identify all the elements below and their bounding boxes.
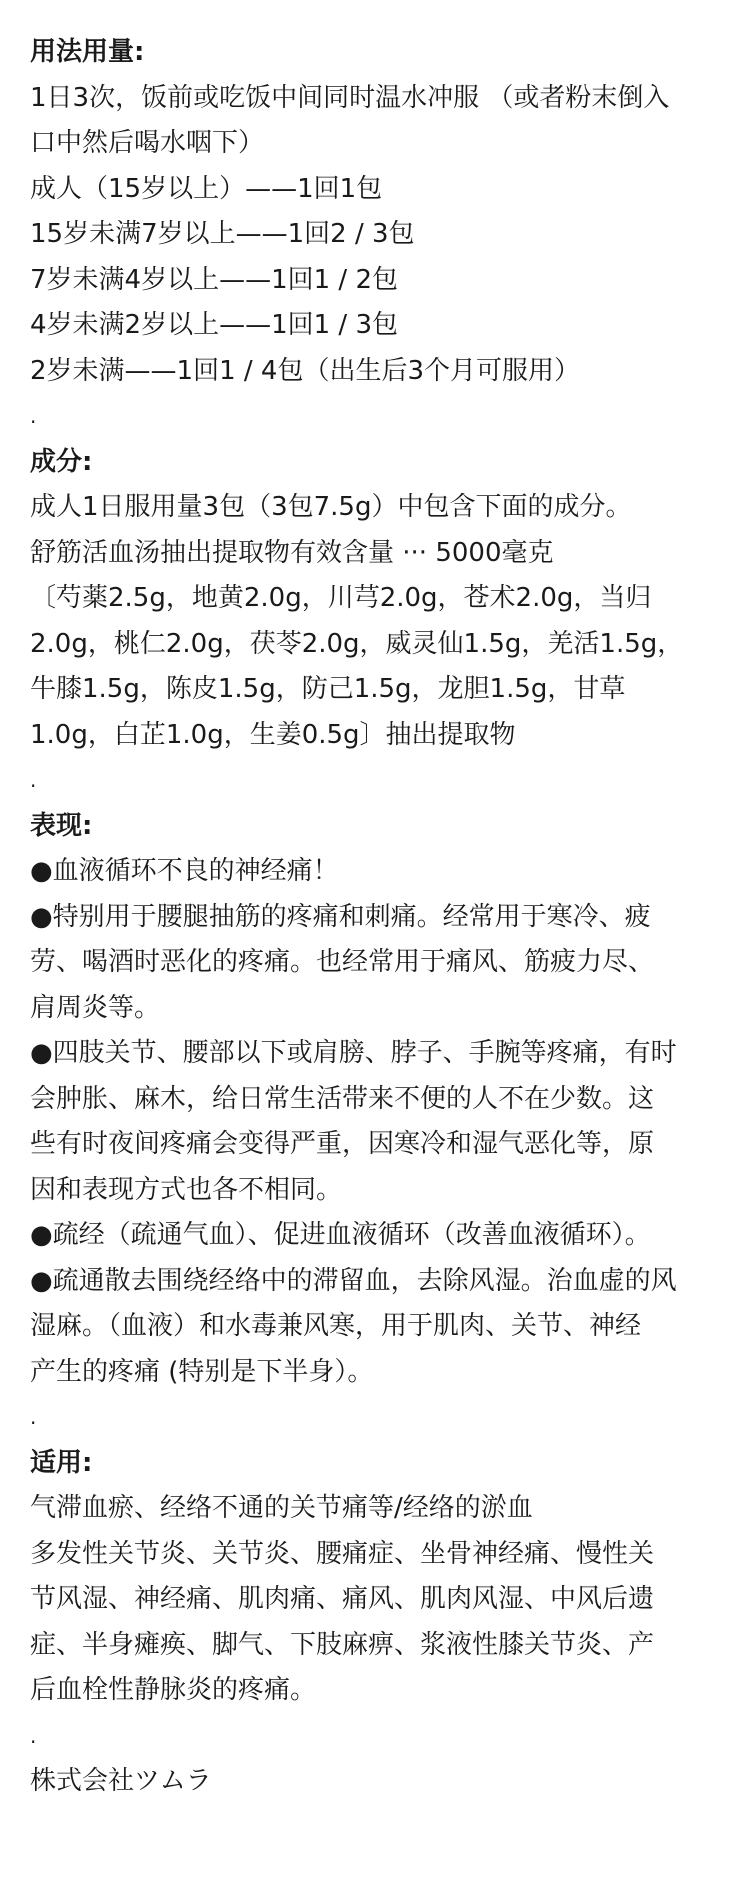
effects-line: ●四肢关节、腰部以下或肩膀、脖子、手腕等疼痛，有时: [30, 1038, 677, 1068]
manufacturer-name: 株式会社ツムラ: [30, 1766, 212, 1796]
indications-line: 节风湿、神经痛、肌肉痛、痛风、肌肉风湿、中风后遗: [30, 1584, 655, 1614]
ingredients-line: 2.0g，桃仁2.0g，茯苓2.0g，威灵仙1.5g，羌活1.5g，: [30, 628, 684, 659]
indications-line: 后血栓性静脉炎的疼痛。: [30, 1675, 317, 1705]
effects-line: 肩周炎等。: [30, 992, 161, 1023]
separator-dot: .: [30, 404, 37, 428]
usage-line: 15岁未满7岁以上——1回2 / 3包: [30, 219, 415, 249]
usage-line: 2岁未满——1回1 / 4包（出生后3个月可服用）: [30, 355, 580, 386]
indications-heading: 适用:: [30, 1447, 93, 1478]
usage-heading: 用法用量:: [30, 37, 145, 67]
effects-line: 湿麻。（血液）和水毒兼风寒，用于肌肉、关节、神经: [30, 1311, 642, 1341]
ingredients-line: 牛膝1.5g，陈皮1.5g，防己1.5g，龙胆1.5g，甘草: [30, 674, 626, 704]
effects-line: 会肿胀、麻木，给日常生活带来不便的人不在少数。这: [30, 1083, 655, 1114]
indications-line: 症、半身瘫痪、脚气、下肢麻痹、浆液性膝关节炎、产: [30, 1629, 655, 1660]
ingredients-line: 1.0g，白芷1.0g，生姜0.5g〕抽出提取物: [30, 719, 516, 750]
separator-dot: .: [30, 1723, 37, 1748]
effects-line: ●疏经（疏通气血）、促进血液循环（改善血液循环）。: [30, 1220, 651, 1250]
separator-dot: .: [30, 1405, 37, 1429]
usage-line: 4岁未满2岁以上——1回1 / 3包: [30, 310, 398, 340]
usage-line: 7岁未满4岁以上——1回1 / 2包: [30, 264, 398, 295]
effects-line: ●特别用于腰腿抽筋的疼痛和刺痛。经常用于寒冷、疲: [30, 901, 651, 932]
separator-dot: .: [30, 768, 37, 792]
effects-line: 产生的疼痛 (特别是下半身）。: [30, 1356, 374, 1387]
ingredients-heading: 成分:: [30, 446, 93, 477]
usage-line: 成人（15岁以上）——1回1包: [30, 173, 383, 204]
indications-line: 多发性关节炎、关节炎、腰痛症、坐骨神经痛、慢性关: [30, 1538, 655, 1569]
usage-line: 1日3次，饭前或吃饭中间同时温水冲服 （或者粉末倒入: [30, 82, 670, 113]
effects-line: 些有时夜间疼痛会变得严重，因寒冷和湿气恶化等，原: [30, 1129, 655, 1159]
ingredients-line: 成人1日服用量3包（3包7.5g）中包含下面的成分。: [30, 492, 632, 522]
effects-line: ●疏通散去围绕经络中的滞留血，去除风湿。治血虚的风: [30, 1265, 677, 1296]
effects-line: 因和表现方式也各不相同。: [30, 1174, 343, 1205]
usage-line: 口中然后喝水咽下）: [30, 128, 265, 158]
ingredients-line: 舒筋活血汤抽出提取物有效含量 ··· 5000毫克: [30, 537, 554, 568]
effects-line: 劳、喝酒时恶化的疼痛。也经常用于痛风、筋疲力尽、: [30, 947, 655, 977]
effects-heading: 表现:: [30, 810, 93, 841]
effects-line: ●血液循环不良的神经痛！: [30, 856, 339, 886]
indications-line: 气滞血瘀、经络不通的关节痛等/经络的淤血: [30, 1493, 533, 1523]
ingredients-line: 〔芍薬2.5g，地黄2.0g，川芎2.0g，苍术2.0g，当归: [30, 583, 652, 613]
